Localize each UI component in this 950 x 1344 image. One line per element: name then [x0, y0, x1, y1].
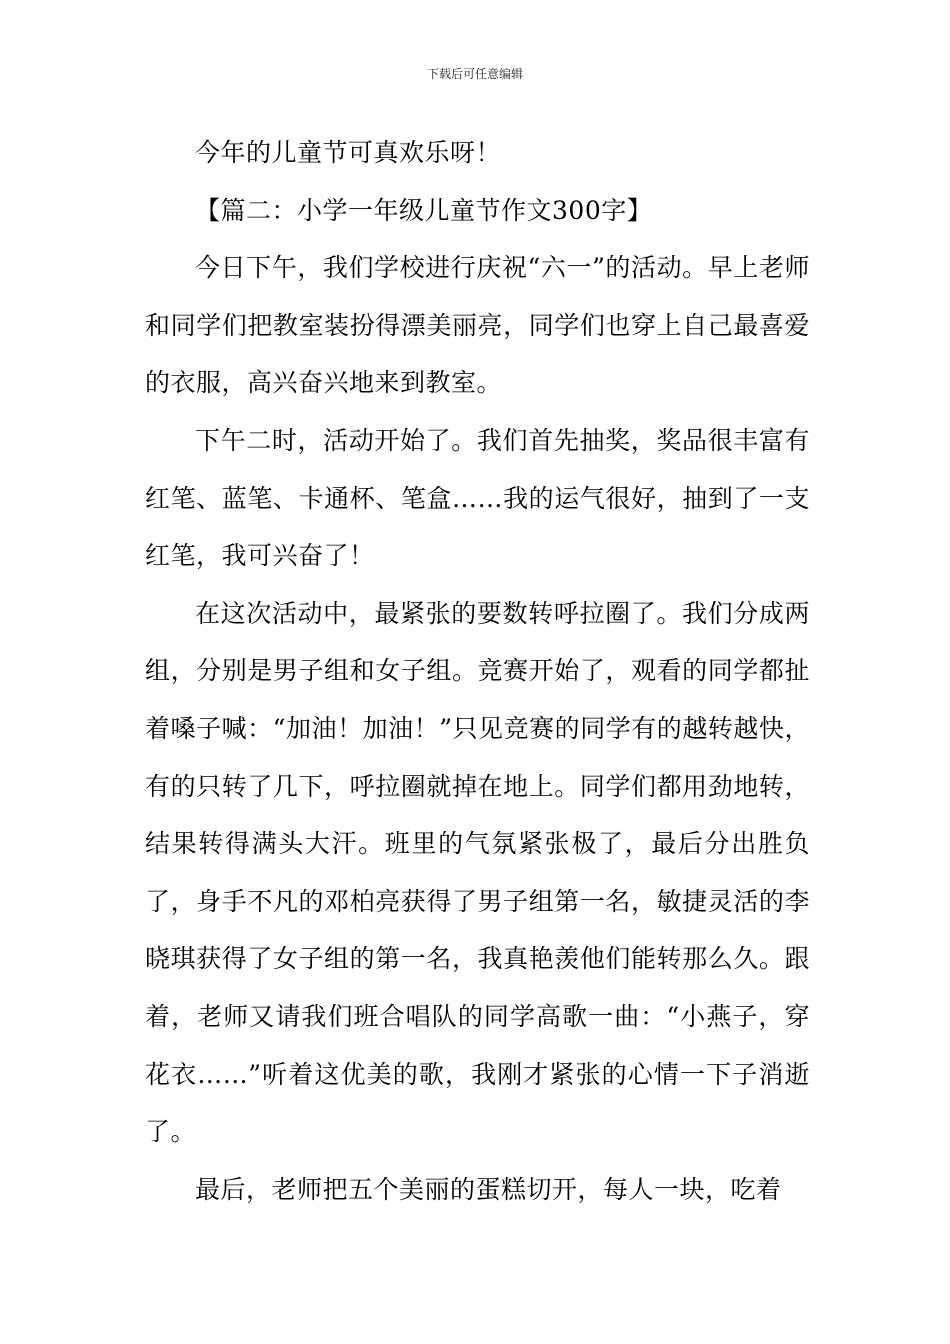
- paragraph-1: 今年的儿童节可真欢乐呀！: [195, 138, 502, 167]
- paragraph-2: 今日下午，我们学校进行庆祝“六一”的活动。早上老师和同学们把教室装扮得漂美丽亮，同学们也穿上自己最喜爱的衣服，高兴奋兴地来到教室。: [145, 253, 810, 398]
- page-header: 下载后可任意编辑: [426, 67, 523, 81]
- section-title: 【篇二：小学一年级儿童节作文300字】: [195, 195, 653, 225]
- paragraph-3: 下午二时，活动开始了。我们首先抽奖，奖品很丰富有红笔、蓝笔、卡通杯、笔盒……我的运气很好，抽到了一支红笔，我可兴奋了！: [145, 425, 810, 571]
- paragraph-4: 在这次活动中，最紧张的要数转呼拉圈了。我们分成两组，分别是男子组和女子组。竞赛开始了，观看的同学都扯着嗓子喊：“加油！加油！”只见竞赛的同学有的越转越快，有的只转了几下，呼拉圈就掉在地上。同学们都用劲地转，结果转得满头大汗。班里的气氛紧张极了，最后分出胜负了，身手不凡的邓柏亮获得了男子组第一名，敏捷灵活的李晓琪获得了女子组的第一名，我真艳羡他们能转那么久。跟着，老师又请我们班合唱队的同学高歌一曲：“小燕子，穿花衣……”听着这优美的歌，我刚才紧张的心情一下子消逝了。: [145, 598, 810, 1147]
- document-body: [145, 124, 810, 1218]
- paragraph-5: 最后，老师把五个美丽的蛋糕切开，每人一块，吃着: [195, 1174, 782, 1204]
